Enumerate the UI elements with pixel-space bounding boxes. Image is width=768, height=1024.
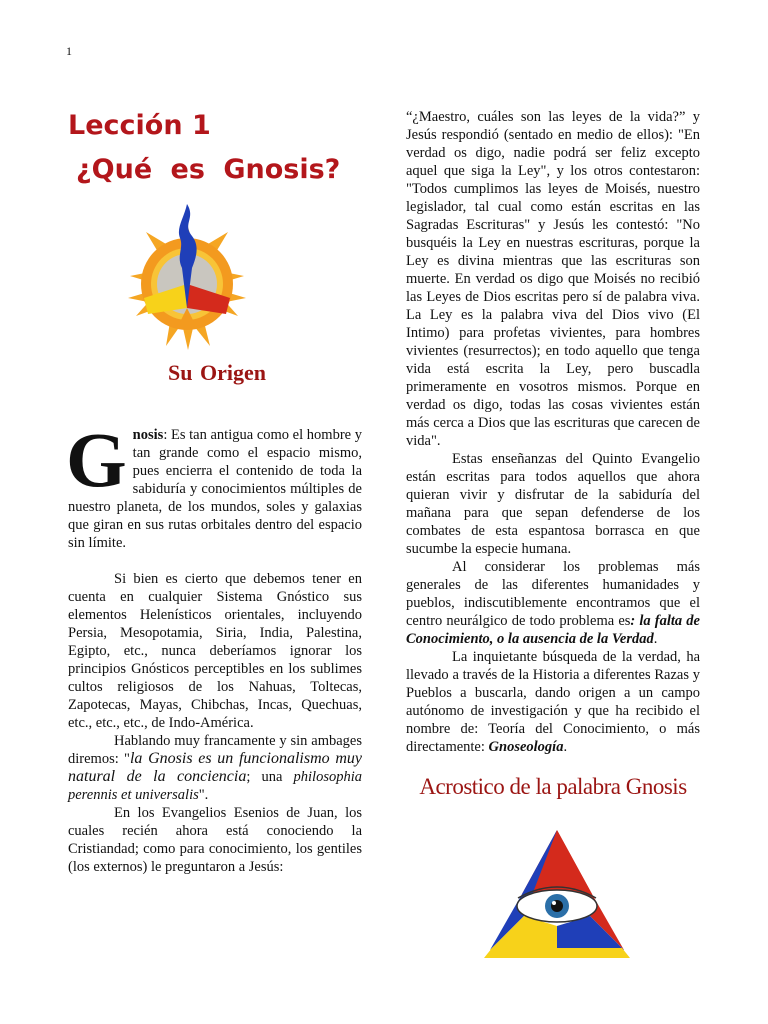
paragraph-hellenistic: Si bien es cierto que debemos tener en cuenta en cualquier Sistema Gnóstico sus elementos Helenísticos orientales, incluyendo Persia, Mesopotamia, Siria, India, Palestina, Egipto, etc., nunca deberíamos ignorar los principios Gnósticos perceptibles en los sublimes cultos religiosos de los Nahuas, Toltecas, Zapotecas, Mayas, Chibchas, Incas, Quechuas, etc., etc., etc., de Indo-América.: [68, 571, 362, 731]
p3-latin: philosophia perennis et universalis: [68, 769, 362, 803]
eye-in-triangle-icon: [482, 826, 632, 962]
right-column: [406, 108, 700, 962]
intro-paragraph-text: : Es tan antigua como el hombre y tan grande como el espacio mismo, pues encierra el contenido de toda la sabiduría y conocimientos múltiples de nuestro planeta, de los mundos, soles y galaxias que giran en sus rutas orbitales dentro del espacio sin límite.: [68, 427, 362, 551]
section-title: Su Origen: [168, 360, 266, 385]
question-title: ¿Qué es Gnosis?: [76, 154, 341, 185]
p3-emphasis: : la falta de Conocimiento, o la ausencia de la Verdad: [406, 613, 700, 647]
drop-cap: G: [66, 416, 127, 503]
lesson-title: Lección 1: [68, 110, 211, 141]
intro-paragraph: [66, 416, 362, 552]
paragraph-problems: [406, 558, 700, 648]
paragraph-essene-gospels: En los Evangelios Esenios de Juan, los cuales recién ahora está conociendo la Cristiandad; como para conocimiento, los gentiles (los externos) le preguntaron a Jesús:: [68, 805, 362, 875]
p3-start: Hablando muy francamente y sin ambages diremos: ": [68, 733, 362, 767]
p3-mid: ; una: [246, 769, 294, 785]
flaming-sun-emblem-icon: [126, 204, 248, 356]
gnosis-word: nosis: [132, 427, 164, 443]
left-column: [68, 104, 362, 876]
paragraph-jesus-answer: “¿Maestro, cuáles son las leyes de la vida?” y Jesús respondió (sentado en medio de ellos): "En verdad os digo, nadie podrá ser feliz excepto aquel que siga la Ley", y los otros contestaron: "Todos cumplimos las leyes de Moisés, nuestro legislador, tal cual como están escritas en las Sagradas Escrituras" y Jesús les contestó: "No busquéis la Ley en nuestras escrituras, porque la Ley es divina mientras que las escrituras son muerte. En verdad os digo que Moisés no recibió las Leyes de Dios escritas pero sí de palabra viva. La Ley es la palabra viva del Dios vivo (El Intimo) para profetas vivientes, para hombres vivientes (resurrectos); en todo aquello que tenga vida está escrita la Ley, pero buscadla primeramente en vosotros mismos. Porque en verdad os digo, todas las cosas vivientes están más cerca a Dios que las escrituras que carecen de vida".: [406, 109, 700, 449]
acrostic-title: Acrostico de la palabra Gnosis: [419, 774, 687, 799]
p3-end-right: .: [653, 631, 658, 647]
p4-emphasis: Gnoseología: [488, 739, 564, 755]
page-number: 1: [66, 44, 72, 58]
p4-start-right: La inquietante búsqueda de la verdad, ha llevado a través de la Historia a diferentes Razas y Pueblos a buscarla, dando origen a un campo autónomo de investigación y que ha recibido el nombre de: Teoría del Conocimiento, o más directamente:: [406, 649, 700, 755]
paragraph-gnoseology: [406, 648, 700, 756]
p3-start-right: Al considerar los problemas más generales de las diferentes humanidades y pueblos, indiscutiblemente encontramos que el centro neurálgico de todo problema es: [406, 559, 700, 629]
paragraph-gnosis-definition: [68, 732, 362, 804]
paragraph-fifth-gospel: Estas enseñanzas del Quinto Evangelio están escritas para todos aquellos que ahora quieran vivir y disfrutar de la sabiduría del mañana para que sepan defenderse de los combates de esta espantosa borrasca en que sucumbe la especie humana.: [406, 451, 700, 557]
p3-end: ".: [198, 787, 209, 803]
p3-quote: la Gnosis es un funcionalismo muy natural de la conciencia: [68, 750, 362, 785]
p4-end-right: .: [563, 739, 568, 755]
